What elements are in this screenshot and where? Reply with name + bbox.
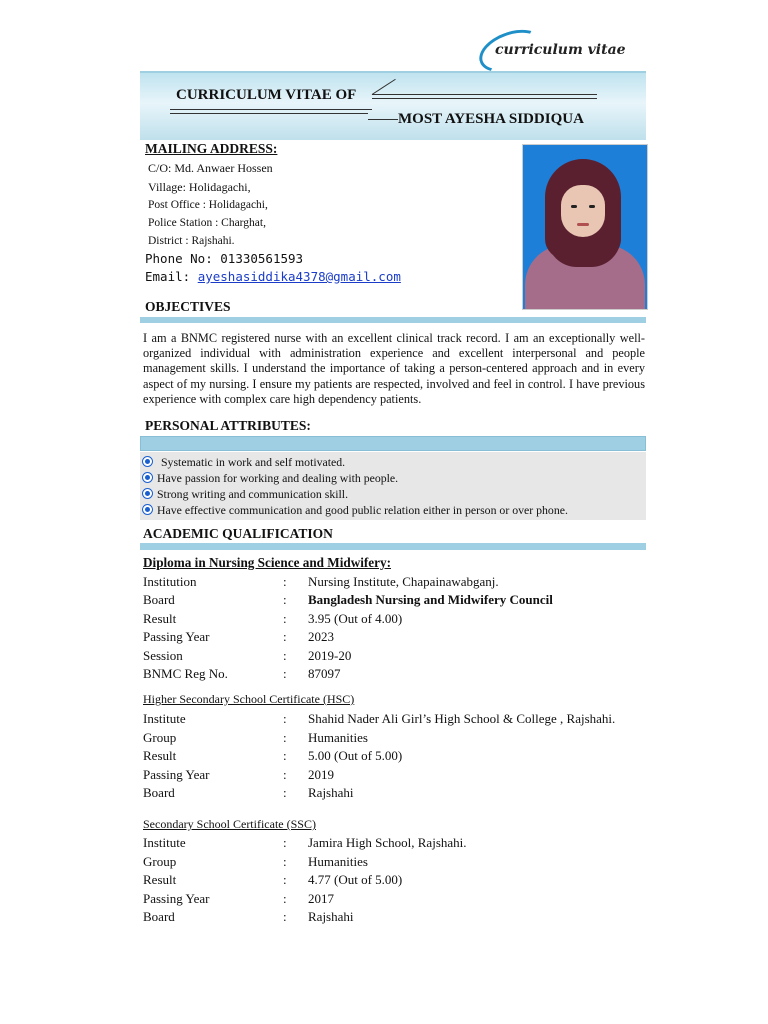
field-label: Result bbox=[143, 872, 177, 888]
title-banner bbox=[140, 71, 646, 140]
mailing-address-heading: MAILING ADDRESS: bbox=[145, 141, 278, 156]
objectives-heading: OBJECTIVES bbox=[145, 299, 231, 314]
objectives-text: I am a BNMC registered nurse with an excellent clinical track record. I am an exceptionally well-organized individual with administration experience and excellent interpersonal and people management skills. I understand the importance of taking a person-centered approach and in every aspect of my nursing. I ensure my patients are respected, involved and feel in control. I have previous experience with complex care high dependency patients. bbox=[143, 331, 645, 406]
field-label: Institute bbox=[143, 711, 186, 726]
field-colon: : bbox=[283, 666, 287, 681]
field-value: Humanities bbox=[308, 729, 368, 745]
academic-heading: ACADEMIC QUALIFICATION bbox=[143, 526, 333, 541]
cv-logo bbox=[478, 30, 628, 70]
field-colon: : bbox=[283, 890, 287, 906]
field-colon: : bbox=[283, 872, 287, 888]
attribute-text: Strong writing and communication skill. bbox=[157, 487, 349, 501]
email-link[interactable]: ayeshasiddika4378@gmail.com bbox=[197, 269, 401, 284]
field-value: 2019-20 bbox=[308, 647, 352, 663]
field-label: Board bbox=[143, 909, 175, 925]
photo-eye bbox=[571, 205, 577, 208]
radio-bullet-icon bbox=[142, 504, 153, 515]
diploma-heading: Diploma in Nursing Science and Midwifery: bbox=[143, 555, 391, 570]
field-value: Bangladesh Nursing and Midwifery Council bbox=[308, 592, 553, 608]
banner-rule bbox=[170, 113, 368, 114]
field-label: Passing Year bbox=[143, 629, 210, 645]
field-value: Shahid Nader Ali Girl’s High School & College , Rajshahi. bbox=[308, 711, 616, 726]
attribute-item bbox=[142, 487, 348, 502]
address-post-office: Post Office : Holidagachi, bbox=[148, 199, 268, 211]
hsc-heading: Higher Secondary School Certificate (HSC) bbox=[143, 692, 355, 706]
field-colon: : bbox=[283, 647, 287, 663]
field-label: Group bbox=[143, 729, 177, 745]
phone-number: 01330561593 bbox=[220, 251, 304, 266]
attribute-text: Systematic in work and self motivated. bbox=[161, 455, 346, 469]
field-label: BNMC Reg No. bbox=[143, 666, 228, 681]
field-label: Board bbox=[143, 592, 175, 608]
field-label: Session bbox=[143, 647, 183, 663]
banner-rule bbox=[368, 119, 398, 120]
field-label: Passing Year bbox=[143, 766, 210, 782]
address-police-station: Police Station : Charghat, bbox=[148, 217, 266, 229]
field-colon: : bbox=[283, 592, 287, 608]
attribute-text: Have passion for working and dealing with people. bbox=[157, 471, 399, 485]
field-value: 4.77 (Out of 5.00) bbox=[308, 872, 403, 888]
banner-rule bbox=[170, 109, 372, 110]
attribute-text: Have effective communication and good public relation either in person or over phone. bbox=[157, 503, 568, 517]
field-colon: : bbox=[283, 835, 287, 850]
field-label: Result bbox=[143, 610, 177, 626]
banner-rule bbox=[372, 98, 597, 99]
field-value: 2017 bbox=[308, 890, 334, 906]
candidate-name: MOST AYESHA SIDDIQUA bbox=[398, 111, 584, 127]
address-co: C/O: Md. Anwaer Hossen bbox=[148, 161, 273, 175]
logo-text: curriculum vitae bbox=[495, 42, 626, 58]
field-colon: : bbox=[283, 748, 287, 764]
field-colon: : bbox=[283, 766, 287, 782]
phone-line bbox=[145, 251, 303, 266]
profile-photo bbox=[522, 144, 648, 310]
field-value: 2023 bbox=[308, 629, 334, 645]
ssc-heading: Secondary School Certificate (SSC) bbox=[143, 817, 316, 831]
field-colon: : bbox=[283, 853, 287, 869]
field-value: Jamira High School, Rajshahi. bbox=[308, 835, 467, 850]
photo-face bbox=[561, 185, 605, 237]
field-label: Institute bbox=[143, 835, 186, 850]
section-divider bbox=[140, 317, 646, 323]
field-value: 3.95 (Out of 4.00) bbox=[308, 610, 403, 626]
section-divider bbox=[140, 436, 646, 451]
address-district: District : Rajshahi. bbox=[148, 235, 235, 247]
field-label: Board bbox=[143, 785, 175, 801]
field-value: 2019 bbox=[308, 766, 334, 782]
banner-title: CURRICULUM VITAE OF bbox=[176, 87, 357, 103]
banner-rule bbox=[372, 79, 396, 95]
field-value: Nursing Institute, Chapainawabganj. bbox=[308, 574, 499, 589]
personal-attributes-heading: PERSONAL ATTRIBUTES: bbox=[145, 418, 311, 433]
section-divider bbox=[140, 543, 646, 550]
field-colon: : bbox=[283, 711, 287, 726]
field-value: 87097 bbox=[308, 666, 341, 681]
field-label: Passing Year bbox=[143, 890, 210, 906]
radio-bullet-icon bbox=[142, 472, 153, 483]
field-colon: : bbox=[283, 574, 287, 589]
banner-rule bbox=[372, 94, 597, 95]
field-colon: : bbox=[283, 629, 287, 645]
field-label: Group bbox=[143, 853, 177, 869]
photo-eye bbox=[589, 205, 595, 208]
attribute-item bbox=[142, 455, 345, 470]
field-label: Result bbox=[143, 748, 177, 764]
field-colon: : bbox=[283, 785, 287, 801]
field-colon: : bbox=[283, 610, 287, 626]
attribute-item bbox=[142, 471, 398, 486]
field-value: Rajshahi bbox=[308, 785, 354, 801]
radio-bullet-icon bbox=[142, 456, 153, 467]
field-value: Humanities bbox=[308, 853, 368, 869]
radio-bullet-icon bbox=[142, 488, 153, 499]
address-village: Village: Holidagachi, bbox=[148, 180, 251, 194]
field-colon: : bbox=[283, 909, 287, 925]
email-line bbox=[145, 269, 401, 284]
email-label: Email: bbox=[145, 269, 191, 284]
photo-lips bbox=[577, 223, 589, 226]
field-value: 5.00 (Out of 5.00) bbox=[308, 748, 403, 764]
attribute-item bbox=[142, 503, 568, 518]
field-colon: : bbox=[283, 729, 287, 745]
phone-label: Phone No: bbox=[145, 251, 213, 266]
field-label: Institution bbox=[143, 574, 197, 589]
field-value: Rajshahi bbox=[308, 909, 354, 925]
